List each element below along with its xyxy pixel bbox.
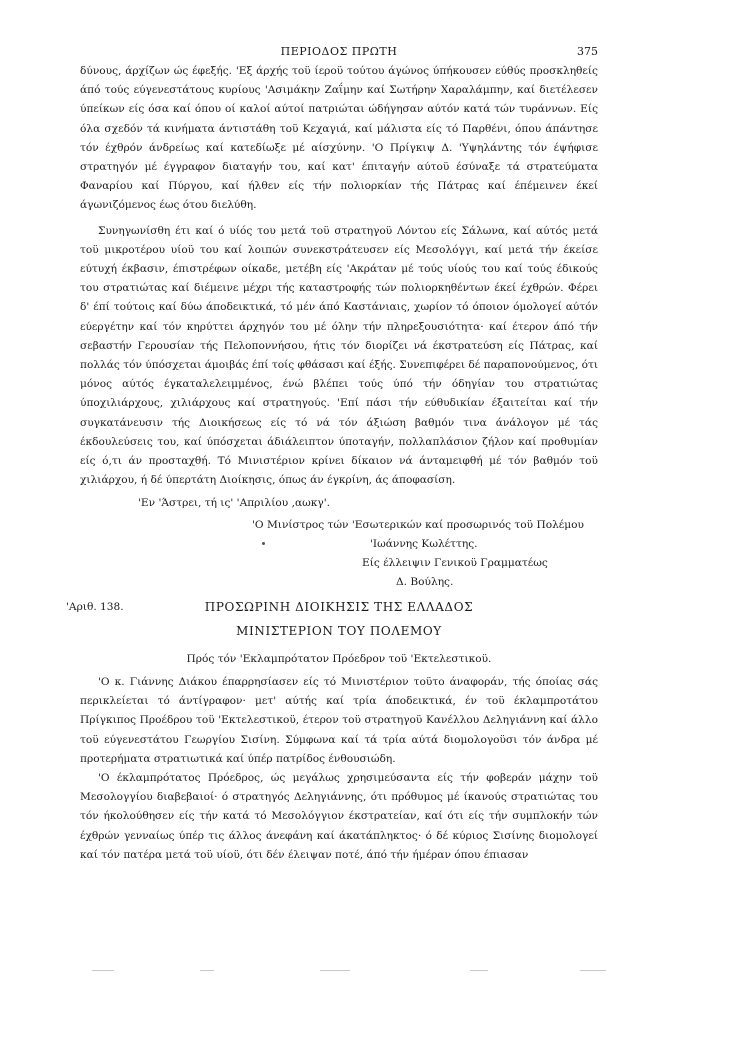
document-number: 'Αριθ. 138. [66, 601, 124, 614]
document-paragraph-1: 'Ο κ. Γιάννης Διάκου έπαρρησίασεν είς τό Μινιστέριον τοϋτο άναφοράν, τής όποίας σάς περικλείεται τό άντίγραφον· μετ' αύτής καί τρία άποδεικτικά, έν τοϋ έκλαμπροτάτου Πρίγκιπος Προέδρου τοϋ 'Εκτελεστικοϋ, έτερον τοϋ στρατηγοϋ Κανέλλου Δεληγιάννη καί άλλο τοϋ εύγενεστάτου Γεωργίου Σισίνη. Σύμφωνα καί τά τρία αύτά διομολογοϋσι τόν άνδρα μέ προτερήματα στρατιωτικά καί ύπέρ πατρίδος ένθουσιώδη. [80, 675, 598, 765]
signature-name: 'Ιωάννης Κωλέττης. [370, 537, 478, 550]
page-header [80, 40, 598, 62]
date-line: 'Εν 'Άστρει, τή ις' 'Απριλίου ,αωκγ'. [138, 497, 331, 510]
scan-artifact-line [92, 970, 114, 971]
document-subtitle: ΜΙΝΙΣΤΕΡΙΟΝ ΤΟΥ ΠΟΛΕΜΟΥ [236, 624, 442, 639]
scan-speck [262, 542, 265, 545]
document-heading-row [66, 598, 598, 620]
scan-artifact-line [580, 970, 606, 971]
scan-artifact-line [320, 970, 350, 971]
signature-deputy-title: Είς έλλειψιν Γενικοϋ Γραμματέως [362, 557, 548, 570]
running-head: ΠΕΡΙΟΔΟΣ ΠΡΩΤΗ [280, 45, 398, 58]
signature-title: 'Ο Μινίστρος τών 'Εσωτερικών καί προσωρινός τοϋ Πολέμου [252, 518, 584, 531]
paragraph-2: Συνηγωνίσθη έτι καί ό υίός του μετά τοϋ στρατηγοϋ Λόντου είς Σάλωνα, καί αύτός μετά τοϋ μικροτέρου υίοϋ του καί λοιπών συνεκστράτευσεν είς Μεσολόγγι, καί μετά τήν έκείσε εύτυχή έκβασιν, έπιστρέφων οίκαδε, μετέβη είς 'Ακράταν μέ τούς υίούς του καί τούς έδικούς του στρατιώτας καί διέμεινε μέχρι τής καταστροφής τών πολιορκηθέντων έκεί έχθρών. Φέρει δ' έπί τούτοις καί δύω άποδεικτικά, τό μέν άπό Καστάνιαις, χωρίον τό όποιον όμολογεί αύτόν εύεργέτην καί τόν κηρύττει άρχηγόν του μέ όλην τήν πληρεξουσιότητα· καί έτερον άπό τήν σεβαστήν Γερουσίαν τής Πελοποννήσου, ήτις τόν διορίζει νά έκστρατεύση είς Πάτρας, καί πολλάς τόν ύπόσχεται άμοιβάς έπί τοίς φθάσασι καί έξής. Συνεπιφέρει δέ παραπονούμενος, ότι μόνος αύτός έγκαταλελειμμένος, ένώ βλέπει τούς ύπό τήν όδηγίαν του στρατιώτας ύποχιλιάρχους, χιλιάρχους καί στρατηγούς. 'Επί πάσι τήν εύθυδικίαν έξαιτείται καί τήν συγκατάνευσιν τής Διοικήσεως είς τό νά τόν άξιώση βαθμόν τινα άνάλογον μέ τάς έκδουλεύσεις του, καί ύπόσχεται άδιάλειπτον ύποταγήν, πολλαπλάσιον ζήλον καί προθυμίαν είς ό,τι άν προσταχθή. Τό Μινιστέριον κρίνει δίκαιον νά άνταμειφθή μέ τόν βαθμόν τοϋ χιλιάρχου, ή δέ ύπερτάτη Διοίκησις, όπως άν έγκρίνη, άς άποφασίση. [80, 224, 598, 487]
scan-artifact-line [470, 970, 488, 971]
document-title: ΠΡΟΣΩΡΙΝΗ ΔΙΟΙΚΗΣΙΣ ΤΗΣ ΕΛΛΑΔΟΣ [204, 600, 474, 615]
document-page [66, 40, 598, 865]
paragraph-1: δύνους, άρχίζων ώς έφεξής. 'Εξ άρχής τοϋ ίεροϋ τούτου άγώνος ύπήκουσεν εύθύς προσκληθείς άπό τούς εύγενεστάτους κυρίους 'Ασιμάκην Ζαΐμην καί Σωτήρην Χαραλάμπην, καί διετέλεσεν ύπείκων είς όσα καί όπου οί καλοί αύτοί πατριώται ώδήγησαν αύτόν κατά τών τυράννων. Είς όλα σχεδόν τά κινήματα άντιστάθη τοϋ Κεχαγιά, καί μάλιστα είς τό Παρθένι, όπου άπάντησε τόν έχθρόν άνδρείως καί κατεδίωξε μέ αίσχύνην. 'Ο Πρίγκιψ Δ. 'Υψηλάντης τόν έψήφισε στρατηγόν μέ έγγραφον διαταγήν του, καί κατ' έπιταγήν αύτοϋ έσύναξε τά στρατεύματα Φαναρίου καί Πύργου, καί ήλθεν είς τήν πολιορκίαν τής Πάτρας καί έπέμεινεν έκεί άγωνιζόμενος έως ότου διελύθη. [80, 65, 598, 212]
scan-artifact-line [200, 970, 214, 971]
addressee-line: Πρός τόν 'Εκλαμπρότατον Πρόεδρον τοϋ 'Εκτελεστικοϋ. [186, 652, 492, 665]
signature-block [80, 516, 598, 593]
document-paragraph-2: 'Ο έκλαμπρότατος Πρόεδρος, ώς μεγάλως χρησιμεύσαντα είς τήν φοβεράν μάχην τοϋ Μεσολογγίου διαβεβαιοί· ό στρατηγός Δεληγιάννης, ότι πρόθυμος μέ ίκανούς στρατιώτας του τόν ήκολούθησεν είς τήν κατά τό Μεσολόγγιον έκστρατείαν, καί ότι είς τήν συμπλοκήν τών έχθρών γενναίως ύπέρ τις άλλος άνεφάνη καί άκατάπληκτος· ό δέ κύριος Σισίνης διομολογεί καί τόν πατέρα μετά τοϋ υίοϋ, ότι δέν έλειψαν ποτέ, άπό τήν ήμέραν όπου έπιασαν [80, 771, 598, 861]
page-number: 375 [577, 45, 598, 58]
signature-deputy-name: Δ. Βούλης. [396, 576, 454, 589]
